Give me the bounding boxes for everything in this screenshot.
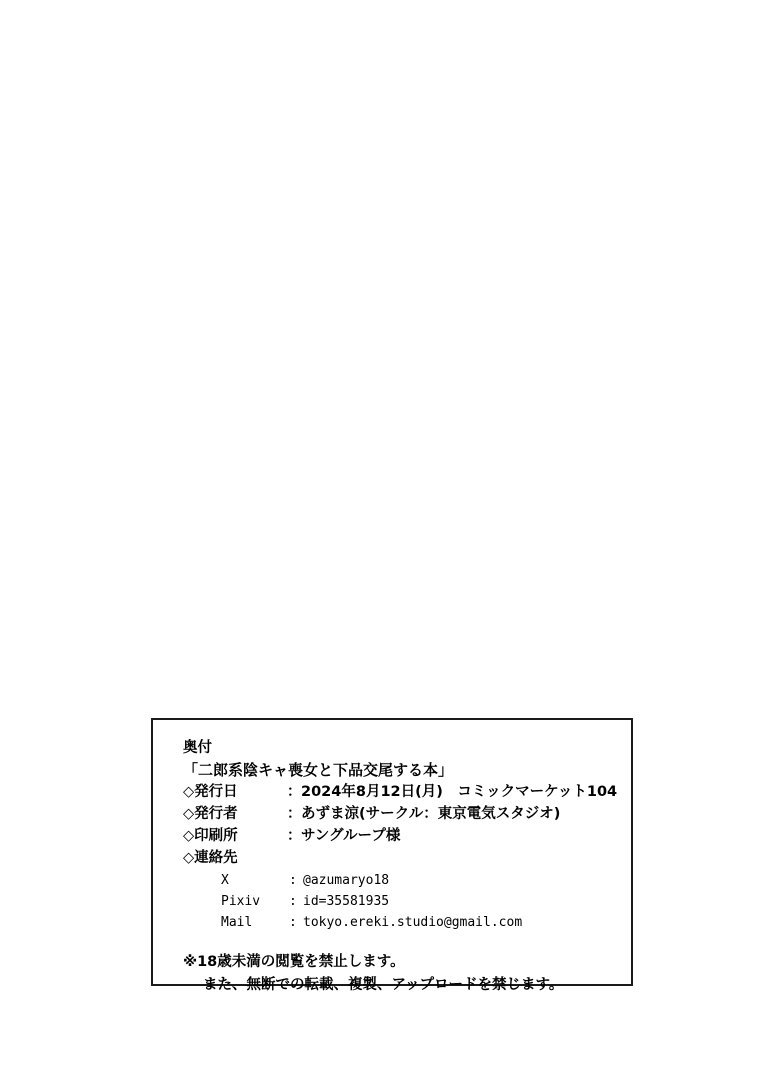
field-value: 2024年8月12日(月) コミックマーケット104 — [301, 784, 618, 800]
colophon-box — [151, 718, 633, 993]
field-contact-heading — [183, 847, 617, 869]
contact-separator: : — [289, 873, 297, 888]
field-label: ◇発行日 — [183, 784, 238, 800]
contact-heading-label: ◇連絡先 — [183, 850, 238, 866]
field-publisher — [183, 803, 617, 825]
contact-pixiv — [183, 891, 617, 912]
contact-label: Pixiv — [221, 894, 261, 909]
contact-value: id=35581935 — [303, 894, 390, 909]
notice-block — [183, 951, 617, 997]
contact-value: @azumaryo18 — [303, 873, 390, 888]
field-label: ◇発行者 — [183, 806, 238, 822]
contact-mail — [183, 912, 617, 933]
notice-reproduction: また、無断での転載、複製、アップロードを禁じます。 — [203, 977, 564, 993]
contact-value: tokyo.ereki.studio@gmail.com — [303, 915, 523, 930]
field-printer — [183, 825, 617, 847]
field-separator: ： — [287, 828, 302, 844]
contact-separator: : — [289, 894, 297, 909]
colophon-content — [183, 738, 617, 997]
field-value: あずま涼(サークル：東京電気スタジオ) — [301, 806, 561, 822]
field-value: サングループ様 — [301, 828, 401, 844]
field-separator: ： — [287, 784, 302, 800]
notice-age-restriction: ※18歳未満の閲覧を禁止します。 — [183, 954, 405, 970]
contact-x — [183, 870, 617, 891]
contact-list — [183, 870, 617, 933]
work-title: 「二郎系陰キャ喪女と下品交尾する本」 — [183, 761, 454, 779]
contact-label: X — [221, 873, 229, 888]
field-label: ◇印刷所 — [183, 828, 238, 844]
contact-separator: : — [289, 915, 297, 930]
colophon-heading: 奥付 — [183, 740, 212, 756]
field-publication-date — [183, 781, 617, 803]
field-separator: ： — [287, 806, 302, 822]
contact-label: Mail — [221, 915, 253, 930]
